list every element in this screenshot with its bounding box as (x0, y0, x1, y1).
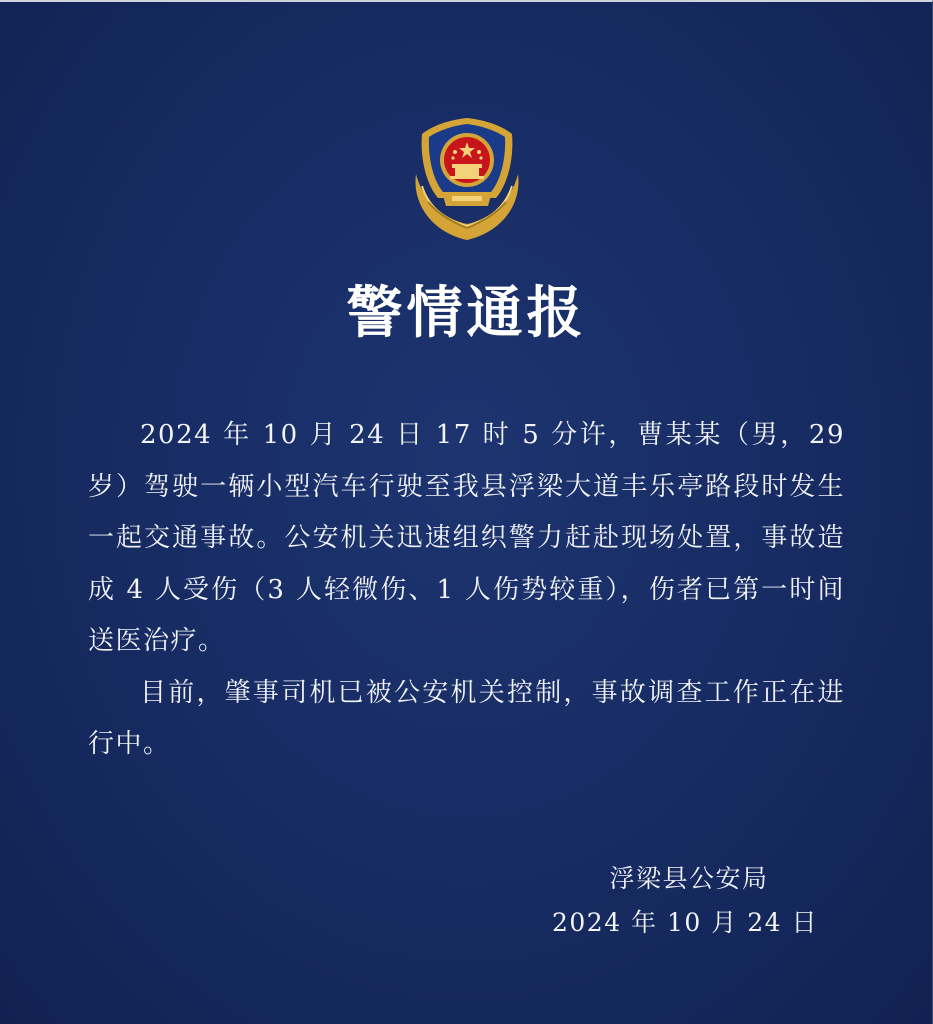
page-title: 警情通报 (346, 280, 587, 346)
paragraph-incident: 2024 年 10 月 24 日 17 时 5 分许，曹某某（男，29 岁）驾驶一辆小型汽车行驶至我县浮梁大道丰乐亭路段时发生一起交通事故。公安机关迅速组织警力赶赴现场处置，事故造成 4 人受伤（3 人轻微伤、1 人伤势较重），伤者已第一时间送医治疗。 (88, 420, 845, 656)
signature-block (540, 858, 830, 944)
police-emblem-icon (408, 114, 526, 244)
paragraph-status: 目前，肇事司机已被公安机关控制，事故调查工作正在进行中。 (88, 677, 845, 759)
notice-body (88, 410, 845, 771)
signature-organization: 浮梁县公安局 (609, 864, 769, 893)
signature-date: 2024 年 10 月 24 日 (552, 908, 818, 937)
